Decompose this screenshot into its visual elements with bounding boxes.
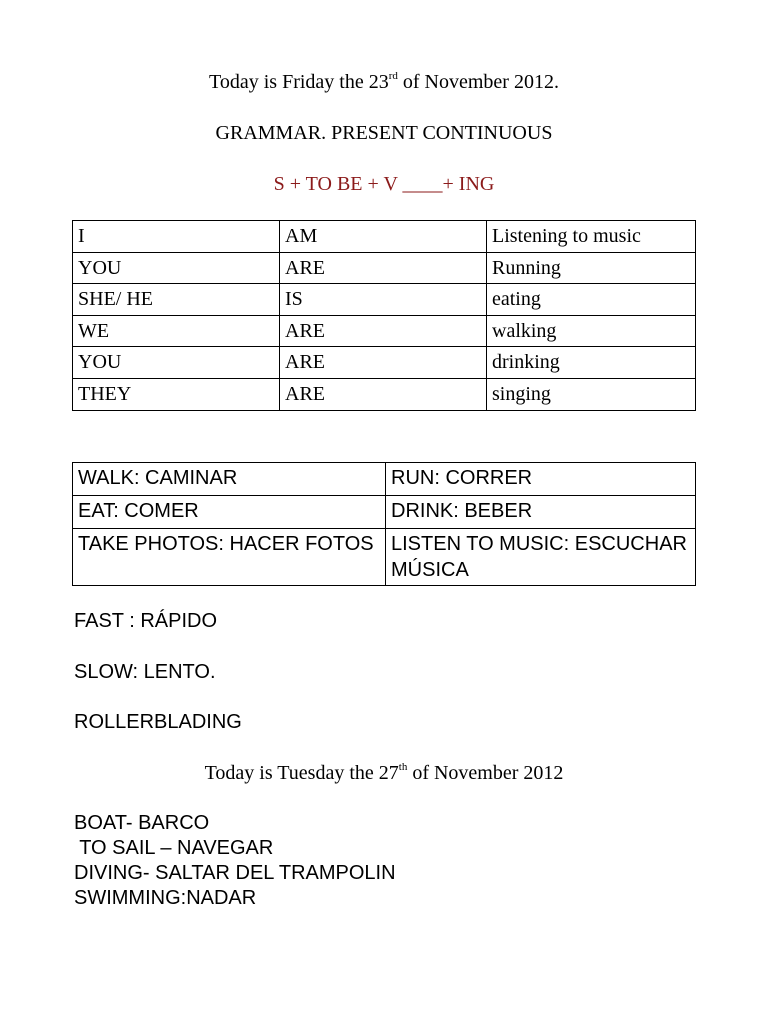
- vocab-cell: EAT: COMER: [73, 496, 386, 529]
- conjugation-table: [72, 220, 696, 411]
- table-row: [73, 284, 696, 316]
- table-row: [73, 221, 696, 253]
- table-row: [73, 315, 696, 347]
- vocabulary-list: [74, 811, 396, 911]
- table-row: [73, 252, 696, 284]
- verb-cell: ARE: [280, 315, 487, 347]
- grammar-formula: S + TO BE + V ____+ ING: [273, 173, 495, 195]
- list-item: BOAT- BARCO: [74, 812, 210, 834]
- vocab-cell: RUN: CORRER: [386, 463, 696, 496]
- table-row: [73, 347, 696, 379]
- table-row: [73, 529, 696, 586]
- table-row: [73, 496, 696, 529]
- example-cell: singing: [487, 378, 696, 410]
- verb-cell: ARE: [280, 252, 487, 284]
- list-item: DIVING- SALTAR DEL TRAMPOLIN: [74, 862, 396, 884]
- ordinal-suffix: th: [398, 761, 408, 773]
- verb-cell: IS: [280, 284, 487, 316]
- example-cell: Listening to music: [487, 221, 696, 253]
- subject-cell: SHE/ HE: [73, 284, 280, 316]
- date-text: Today is Tuesday the 27: [204, 762, 399, 784]
- list-item: SWIMMING:NADAR: [74, 887, 257, 909]
- subject-cell: WE: [73, 315, 280, 347]
- example-cell: drinking: [487, 347, 696, 379]
- vocab-cell: DRINK: BEBER: [386, 496, 696, 529]
- example-cell: walking: [487, 315, 696, 347]
- list-item: TO SAIL – NAVEGAR: [74, 837, 274, 859]
- word-rollerblading: ROLLERBLADING: [74, 711, 242, 733]
- date-heading-friday: [0, 70, 768, 94]
- subject-cell: THEY: [73, 378, 280, 410]
- vocab-cell: LISTEN TO MUSIC: ESCUCHAR MÚSICA: [386, 529, 696, 586]
- vocabulary-table: [72, 462, 696, 586]
- word-slow: SLOW: LENTO.: [74, 661, 216, 683]
- word-fast: FAST : RÁPIDO: [74, 610, 217, 632]
- example-cell: Running: [487, 252, 696, 284]
- verb-cell: AM: [280, 221, 487, 253]
- ordinal-suffix: rd: [388, 70, 398, 82]
- subject-cell: I: [73, 221, 280, 253]
- verb-cell: ARE: [280, 347, 487, 379]
- table-row: [73, 463, 696, 496]
- table-row: [73, 378, 696, 410]
- date-heading-tuesday: [0, 761, 768, 785]
- date-text-end: of November 2012: [407, 762, 564, 784]
- date-text: Today is Friday the 23: [209, 71, 389, 93]
- vocab-cell: WALK: CAMINAR: [73, 463, 386, 496]
- subject-cell: YOU: [73, 347, 280, 379]
- verb-cell: ARE: [280, 378, 487, 410]
- example-cell: eating: [487, 284, 696, 316]
- subject-cell: YOU: [73, 252, 280, 284]
- vocab-cell: TAKE PHOTOS: HACER FOTOS: [73, 529, 386, 586]
- date-text-end: of November 2012.: [397, 71, 559, 93]
- grammar-title: GRAMMAR. PRESENT CONTINUOUS: [215, 122, 553, 144]
